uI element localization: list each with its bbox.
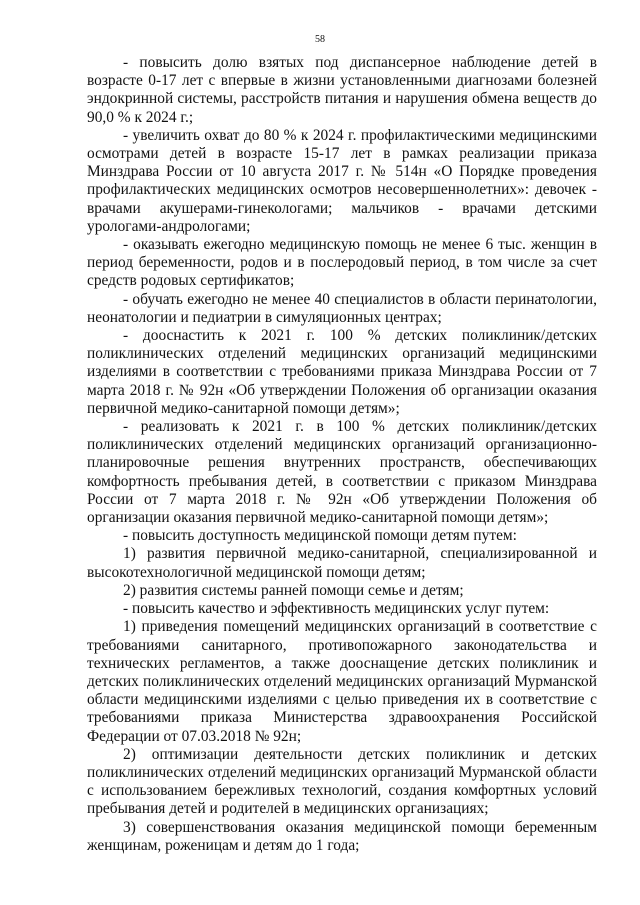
paragraph: - обучать ежегодно не менее 40 специалистов в области перинатологии, неонатологии и педиатрии в симуляционных центрах; bbox=[87, 290, 597, 326]
paragraph: - повысить качество и эффективность медицинских услуг путем: bbox=[123, 600, 550, 618]
paragraph: - повысить доступность медицинской помощи детям путем: bbox=[123, 527, 517, 545]
paragraph: - увеличить охват до 80 % к 2024 г. профилактическими медицинскими осмотрами детей в возрасте 15-17 лет в рамках реализации приказа Минздрава России от 10 августа 2017 г. № 514н «О Порядке проведения профилактических медицинских осмотров несовершеннолетних»: девочек - врачами акушерами-гинекологами; мальчиков - врачами детскими урологами-андрологами; bbox=[87, 126, 597, 235]
paragraph: 3) совершенствования оказания медицинской помощи беременным женщинам, роженицам и детям до 1 года; bbox=[87, 818, 597, 854]
paragraph: - повысить долю взятых под диспансерное наблюдение детей в возрасте 0-17 лет с впервые в жизни установленными диагнозами болезней эндокринной системы, расстройств питания и нарушения обмена веществ до 90,0 % к 2024 г.; bbox=[87, 54, 597, 126]
body-text bbox=[87, 54, 597, 855]
paragraph: 2) оптимизации деятельности детских поликлиник и детских поликлинических отделений медицинских организаций Мурманской области с использованием бережливых технологий, создания комфортных условий пребывания детей и родителей в медицинских организациях; bbox=[87, 745, 597, 818]
paragraph: - дооснастить к 2021 г. 100 % детских поликлиник/детских поликлинических отделений медицинских организаций медицинскими изделиями в соответствии с требованиями приказа Минздрава России от 7 марта 2018 г. № 92н «Об утверждении Положения об организации оказания первичной медико-санитарной помощи детям»; bbox=[87, 327, 597, 417]
page-number: 58 bbox=[315, 34, 325, 45]
paragraph: 1) развития первичной медико-санитарной, специализированной и высокотехнологичной медицинской помощи детям; bbox=[87, 545, 597, 581]
paragraph: - оказывать ежегодно медицинскую помощь не менее 6 тыс. женщин в период беременности, родов и в послеродовый период, в том числе за счет средств родовых сертификатов; bbox=[87, 236, 597, 290]
paragraph: 2) развития системы ранней помощи семье и детям; bbox=[123, 581, 464, 599]
paragraph: - реализовать к 2021 г. в 100 % детских поликлиник/детских поликлинических отделений медицинских организаций организационно-планировочные решения внутренних пространств, обеспечивающих комфортность пребывания детей, в соответствии с приказом Минздрава России от 7 марта 2018 г. № 92н «Об утверждении Положения об организации оказания первичной медико-санитарной помощи детям»; bbox=[87, 418, 597, 527]
paragraph: 1) приведения помещений медицинских организаций в соответствие с требованиями санитарного, противопожарного законодательства и технических регламентов, а также дооснащение детских поликлиник и детских поликлинических отделений медицинских организаций Мурманской области медицинскими изделиями с целью приведения их в соответствие с требованиями приказа Министерства здравоохранения Российской Федерации от 07.03.2018 № 92н; bbox=[87, 618, 597, 745]
